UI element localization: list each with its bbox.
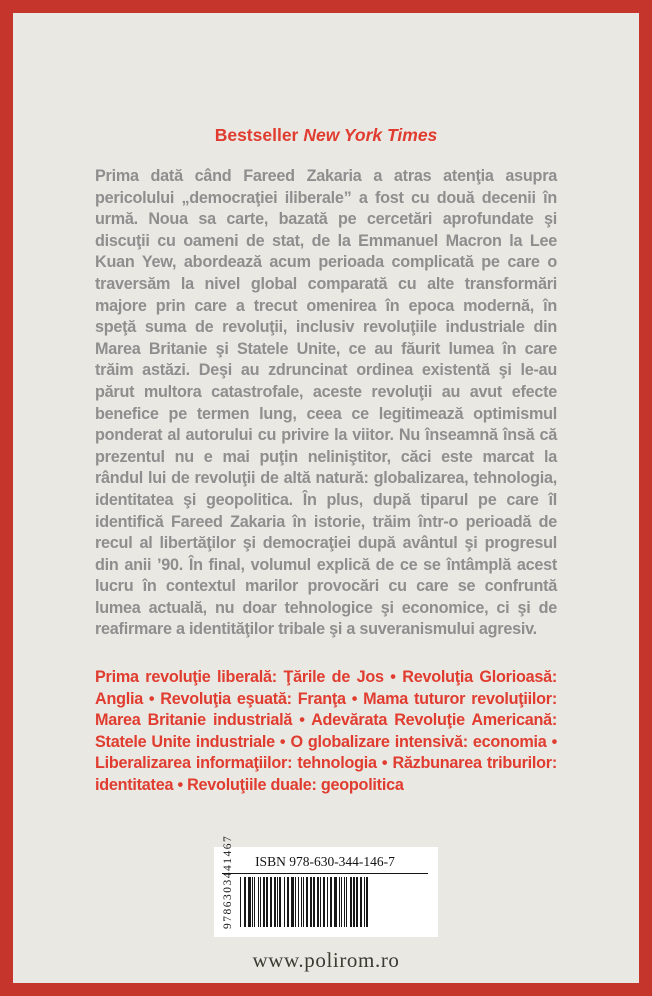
bestseller-label: Bestseller (214, 125, 299, 145)
barcode (235, 875, 428, 929)
chapter-list: Prima revoluţie liberală: Ţările de Jos • Revoluţia Glorioasă: Anglia • Revoluţia eşuată: Franţa • Mama tuturor revoluţiilor: Marea Britanie industrială • Adevărata Revoluţie Americană: Statele Unite industriale • O globalizare intensivă: economia • Liberalizarea informaţiilor: tehnologia • Răzbunarea triburilor: identitatea • Revoluţiile duale: geopolitica (95, 668, 557, 795)
isbn-barcode-box (214, 834, 438, 937)
bestseller-source: New York Times (303, 125, 438, 145)
barcode-number: 9786303441467 (222, 834, 234, 929)
isbn-divider (222, 873, 428, 874)
bestseller-badge (215, 125, 438, 146)
book-description: Prima dată când Fareed Zakaria a atras atenţia asupra pericolului „democraţiei iliberale” a fost cu două decenii în urmă. Noua sa carte, bazată pe cercetări aprofundate şi discuţii cu oameni de stat, de la Emmanuel Macron la Lee Kuan Yew, abordează acum perioada complicată pe care o traversăm la nivel global comparată cu alte transformări majore prin care a trecut omenirea în epoca modernă, în speţă suma de revoluţii, inclusiv revoluţiile industriale din Marea Britanie şi Statele Unite, ce au făurit lumea în care trăim astăzi. Deşi au zdruncinat ordinea existentă şi le-au părut multora catastrofale, aceste revoluţii au avut efecte benefice pe termen lung, ceea ce legitimează optimismul ponderat al autorului cu privire la viitor. Nu înseamnă însă că prezentul nu e mai puţin neliniştitor, căci este marcat la rândul lui de revoluţii de altă natură: globalizarea, tehnologia, identitatea şi geopolitica. În plus, după tiparul pe care îl identifică Fareed Zakaria în istorie, trăim într-o perioadă de recul al libertăţilor şi democraţiei după avântul şi progresul din anii ’90. În final, volumul explică de ce se întâmplă acest lucru în contextul marilor provocări cu care se confruntă lumea actuală, nu doar tehnologice şi economice, ci şi de reafirmare a identităţilor tribale şi a suveranismului agresiv. (95, 167, 557, 639)
publisher-website: www.polirom.ro (252, 947, 400, 972)
isbn-text: ISBN 978-630-344-146-7 (255, 853, 395, 869)
cover-content (13, 13, 639, 983)
